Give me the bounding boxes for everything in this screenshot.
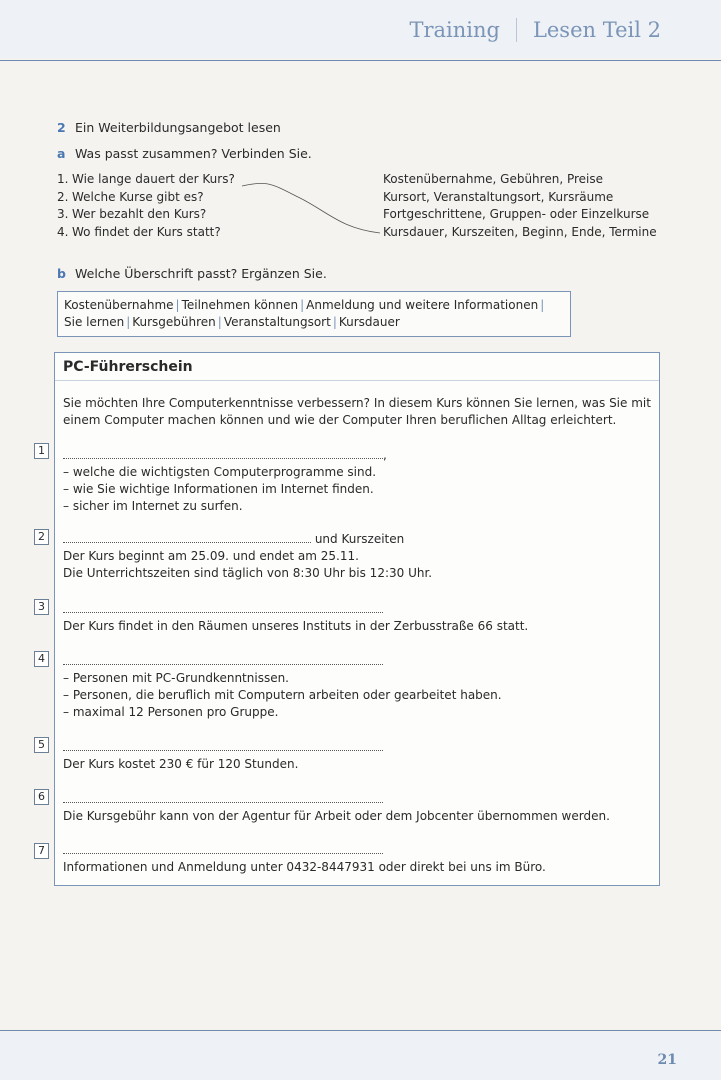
- word-option: Teilnehmen können: [181, 298, 299, 312]
- section-number-2: 2: [34, 529, 49, 545]
- course-intro: Sie möchten Ihre Computerkenntnisse verbessern? In diesem Kurs können Sie lernen, was Sie mit einem Computer machen können und wie der Computer Ihren beruflichen Alltag erleichtert.: [63, 396, 651, 427]
- answer-item[interactable]: Fortgeschrittene, Gruppen- oder Einzelkurse: [383, 207, 650, 221]
- word-box-line-2: Sie lernen | Kursgebühren | Veranstaltungsort | Kursdauer: [64, 315, 400, 329]
- word-option: Kursdauer: [338, 315, 400, 329]
- answer-item[interactable]: Kursort, Veranstaltungsort, Kursräume: [383, 189, 614, 204]
- course-text-box: [54, 352, 660, 886]
- section-3: Der Kurs findet in den Räumen unseres Instituts in der Zerbusstraße 66 statt.: [63, 601, 653, 635]
- question-item[interactable]: 3. Wer bezahlt den Kurs?: [57, 207, 207, 221]
- section-1: , – welche die wichtigsten Computerprogramme sind. – wie Sie wichtige Informationen im Internet finden. – sicher im Internet zu surfen.: [63, 448, 387, 513]
- connector-line: [242, 183, 380, 233]
- task-instruction: Was passt zusammen? Verbinden Sie.: [75, 146, 312, 161]
- word-box-line-1: Kostenübernahme | Teilnehmen können | Anmeldung und weitere Informationen |: [64, 298, 545, 312]
- word-option: Veranstaltungsort: [223, 315, 331, 329]
- answer-item[interactable]: Kostenübernahme, Gebühren, Preise: [383, 172, 603, 186]
- task-letter: b: [57, 266, 66, 281]
- footer-band: [0, 1032, 721, 1080]
- blank-field[interactable]: [63, 842, 383, 854]
- section-number-3: 3: [34, 599, 49, 615]
- footer-rule: [0, 1030, 721, 1031]
- section-number-4: 4: [34, 651, 49, 667]
- section-number-7: 7: [34, 843, 49, 859]
- word-option: Kostenübernahme: [64, 298, 174, 312]
- answer-item[interactable]: Kursdauer, Kurszeiten, Beginn, Ende, Termine: [383, 224, 657, 239]
- question-item[interactable]: 1. Wie lange dauert der Kurs?: [57, 172, 235, 186]
- header-section: Lesen Teil 2: [532, 18, 661, 42]
- question-item[interactable]: 2. Welche Kurse gibt es?: [57, 189, 204, 204]
- word-option: Kursgebühren: [132, 315, 216, 329]
- section-6: Die Kursgebühr kann von der Agentur für Arbeit oder dem Jobcenter übernommen werden.: [63, 791, 653, 825]
- blank-field[interactable]: [63, 447, 383, 459]
- section-5: Der Kurs kostet 230 € für 120 Stunden.: [63, 739, 653, 773]
- section-number-1: 1: [34, 443, 49, 459]
- task-b-heading: [57, 266, 327, 281]
- course-title: PC-Führerschein: [55, 353, 659, 381]
- blank-field[interactable]: [63, 601, 383, 613]
- question-item[interactable]: 4. Wo findet der Kurs statt?: [57, 224, 221, 239]
- task-title: Ein Weiterbildungsangebot lesen: [75, 120, 281, 135]
- section-7: Informationen und Anmeldung unter 0432-8447931 oder direkt bei uns im Büro.: [63, 842, 653, 876]
- blank-field[interactable]: [63, 739, 383, 751]
- section-number-5: 5: [34, 737, 49, 753]
- blank-field[interactable]: [63, 531, 311, 543]
- task-letter: a: [57, 146, 66, 161]
- task-number: 2: [57, 120, 66, 135]
- answer-list: [383, 171, 683, 241]
- page-number: 21: [657, 1052, 677, 1068]
- word-box: [57, 291, 571, 337]
- header-training: Training: [409, 18, 500, 42]
- section-2: und Kurszeiten Der Kurs beginnt am 25.09. und endet am 25.11. Die Unterrichtszeiten sind täglich von 8:30 Uhr bis 12:30 Uhr.: [63, 532, 433, 580]
- blank-field[interactable]: [63, 653, 383, 665]
- section-number-6: 6: [34, 789, 49, 805]
- word-option: Anmeldung und weitere Informationen: [306, 298, 539, 312]
- section-4: – Personen mit PC-Grundkenntnissen. – Personen, die beruflich mit Computern arbeiten oder gearbeitet haben. – maximal 12 Personen pro Gruppe.: [63, 653, 653, 721]
- word-option: Sie lernen: [64, 315, 125, 329]
- task-instruction: Welche Überschrift passt? Ergänzen Sie.: [75, 266, 327, 281]
- blank-field[interactable]: [63, 791, 383, 803]
